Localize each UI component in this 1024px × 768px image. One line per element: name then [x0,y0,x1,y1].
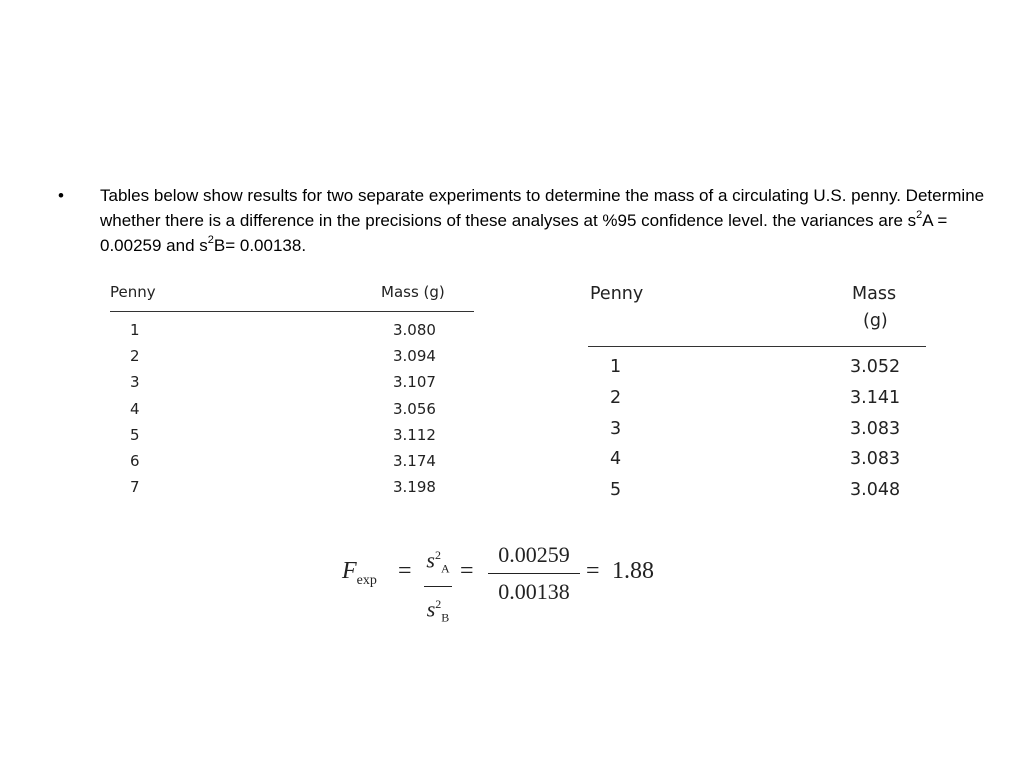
table-row [588,480,933,511]
power: 2 [434,548,441,562]
table-row [110,426,475,452]
penny-mass: 3.107 [393,373,436,392]
table-row [110,400,475,426]
penny-mass: 3.141 [850,387,901,408]
penny-number: 3 [130,373,140,392]
table-row [110,347,475,373]
table-a-header-penny: Penny [110,283,156,301]
table-b-header-rule [588,346,926,347]
problem-text-part2: A = 0.00259 and s [100,211,948,255]
variance-ratio-fraction [424,540,452,632]
table-a-header-mass: Mass (g) [381,283,445,301]
penny-mass: 3.094 [393,347,436,366]
penny-number: 5 [610,480,622,501]
table-row [588,419,933,450]
numerator-value: 0.00259 [498,542,570,567]
fraction-bar [488,573,580,574]
table-a-body [110,321,475,504]
table-b-header-unit: (g) [863,311,888,331]
formula-result: 1.88 [612,558,654,584]
s-letter: s [426,547,435,573]
superscript-2b: 2 [207,234,214,247]
penny-number: 2 [610,387,622,408]
penny-number: 2 [130,347,140,366]
subscript-b: B [441,610,450,625]
table-row [110,478,475,504]
bullet-paragraph [58,183,988,258]
fraction-bar [424,586,452,587]
formula-lhs [342,558,377,589]
formula-equals-1: = [398,558,412,584]
penny-number: 1 [610,357,622,377]
subscript-a: A [440,561,450,576]
penny-number: 3 [610,418,622,439]
problem-text-part1: Tables below show results for two separate experiments to determine the mass of a circulating U.S. penny. Determine whether there is a difference in the precisions of these analyses at %95 confidence level. the variances are s [100,186,985,230]
penny-number: 4 [130,399,140,418]
formula-f-subscript: exp [356,572,377,588]
table-row [588,449,933,480]
superscript-2a: 2 [916,209,923,222]
penny-number: 1 [130,321,140,339]
formula-equals-3: = [586,558,600,584]
formula-f-symbol: F [342,558,357,584]
table-row [110,452,475,478]
penny-mass: 3.080 [393,321,436,339]
table-row [588,388,933,419]
penny-mass: 3.048 [850,480,901,501]
denominator-value: 0.00138 [498,579,570,604]
table-row [588,357,933,388]
penny-mass: 3.052 [850,357,901,377]
problem-text-part3: B= 0.00138. [213,236,307,255]
penny-mass: 3.174 [393,451,436,470]
f-test-formula [342,540,672,625]
table-a-header-rule [110,311,474,312]
power: 2 [435,596,442,611]
table-b-header-penny: Penny [590,284,644,304]
penny-number: 5 [130,425,140,444]
penny-number: 6 [130,451,140,470]
penny-mass: 3.112 [393,425,436,444]
penny-mass-table-b [588,283,933,508]
penny-mass: 3.083 [850,418,901,439]
s-letter: s [426,596,436,622]
penny-number: 7 [130,478,140,497]
penny-mass: 3.198 [393,478,436,497]
numeric-ratio-fraction [488,540,580,607]
table-b-header-mass: Mass [852,284,897,304]
table-row [110,321,475,347]
penny-mass-table-a [110,283,475,503]
variance-b-symbol [424,589,452,633]
penny-number: 4 [610,449,622,470]
problem-statement [100,183,985,258]
bullet-marker: • [58,186,64,205]
variance-a-symbol [424,540,452,584]
penny-mass: 3.083 [850,449,901,470]
formula-equals-2: = [460,558,474,584]
table-b-body [588,357,933,511]
penny-mass: 3.056 [393,399,436,418]
table-row [110,373,475,399]
